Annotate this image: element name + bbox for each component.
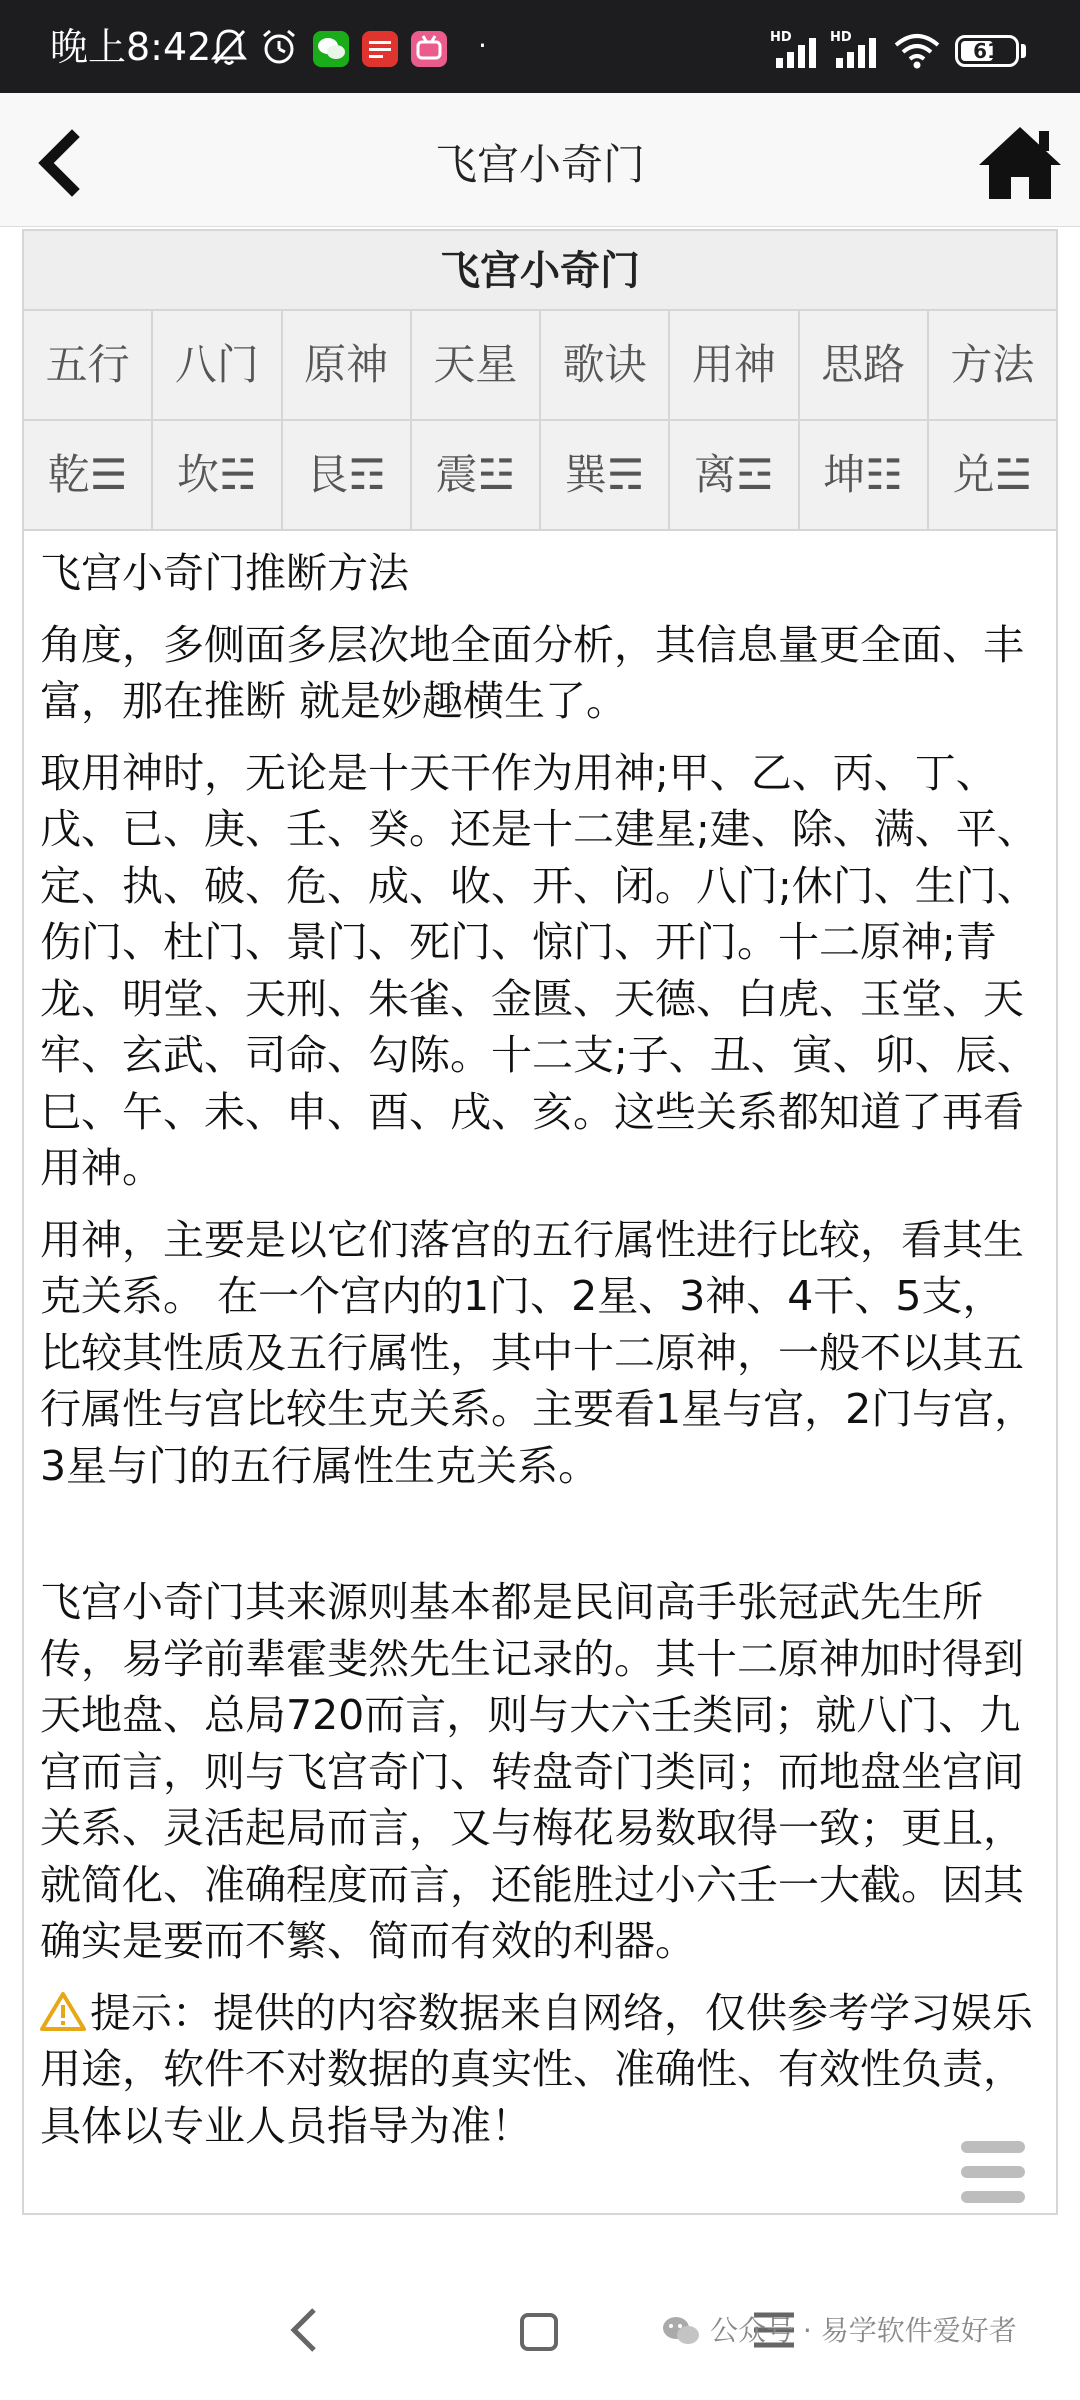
table-title: 飞宫小奇门 <box>24 231 1056 311</box>
tab-yuanshen[interactable]: 原神 <box>283 311 412 419</box>
chevron-left-icon <box>30 123 100 203</box>
wifi-icon <box>893 32 941 70</box>
tab-qian[interactable]: 乾☰ <box>24 421 153 529</box>
article-paragraph: 用神，主要是以它们落宫的五行属性进行比较，看其生克关系。 在一个宫内的1门、2星、3神、4干、5支，比较其性质及五行属性，其中十二原神，一般不以其五行属性与宫比较生克关系。主要看1星与宫，2门与宫，3星与门的五行属性生克关系。 <box>40 1215 1036 1490</box>
content-panel <box>22 229 1058 2215</box>
article-body <box>24 531 1056 2154</box>
tab-silu[interactable]: 思路 <box>800 311 929 419</box>
article-spacer <box>40 1509 1040 1565</box>
tab-kun[interactable]: 坤☷ <box>800 421 929 529</box>
tab-yongshen[interactable]: 用神 <box>670 311 799 419</box>
watermark-text: 公众号 · 易学软件爱好者 <box>710 2314 1017 2347</box>
article-paragraph: 飞宫小奇门其来源则基本都是民间高手张冠武先生所传，易学前辈霍斐然先生记录的。其十二原神加时得到天地盘、总局720而言，则与大六壬类同；就八门、九宫而言，则与飞宫奇门、转盘奇门类同；而地盘坐宫间关系、灵活起局而言，又与梅花易数取得一致；更且，就简化、准确程度而言，还能胜过小六壬一大截。因其确实是要而不繁、简而有效的利器。 <box>40 1578 1024 1965</box>
tab-dui[interactable]: 兑☱ <box>929 421 1056 529</box>
nav-back-button[interactable] <box>280 2300 330 2360</box>
home-button[interactable] <box>975 121 1065 205</box>
battery-icon <box>955 35 1019 67</box>
article-paragraph: 角度，多侧面多层次地全面分析，其信息量更全面、丰富，那在推断 就是妙趣横生了。 <box>40 620 1024 725</box>
tab-bamen[interactable]: 八门 <box>153 311 282 419</box>
hd-label: HD <box>770 30 792 45</box>
bilibili-icon <box>411 31 447 67</box>
alarm-clock-icon <box>259 27 299 67</box>
tab-kan[interactable]: 坎☵ <box>153 421 282 529</box>
tab-li[interactable]: 离☲ <box>670 421 799 529</box>
nav-home-button[interactable] <box>520 2313 558 2351</box>
notice <box>40 1985 1040 2155</box>
tab-zhen[interactable]: 震☳ <box>412 421 541 529</box>
floating-menu-button[interactable] <box>953 2135 1033 2210</box>
article-paragraph: 取用神时，无论是十天干作为用神;甲、乙、丙、丁、戊、已、庚、壬、癸。还是十二建星;建、除、满、平、定、执、破、危、成、收、开、闭。八门;休门、生门、伤门、杜门、景门、死门、惊门、开门。十二原神;青龙、明堂、天刑、朱雀、金匮、天德、白虎、玉堂、天牢、玄武、司命、勾陈。十二支;子、丑、寅、卯、辰、巳、午、未、申、酉、戌、亥。这些关系都知道了再看用神。 <box>40 748 1038 1192</box>
tab-wuxing[interactable]: 五行 <box>24 311 153 419</box>
tab-gejue[interactable]: 歌诀 <box>541 311 670 419</box>
watermark <box>660 2305 1070 2361</box>
warning-icon <box>40 1991 86 2031</box>
back-button[interactable] <box>30 123 100 203</box>
tab-fangfa[interactable]: 方法 <box>929 311 1056 419</box>
menu-bar <box>961 2141 1025 2153</box>
menu-bar <box>961 2191 1025 2203</box>
wechat-official-icon <box>660 2313 702 2349</box>
page-title: 飞宫小奇门 <box>434 140 645 189</box>
cell-signal-icon-2 <box>834 34 882 70</box>
status-overflow-dot: · <box>478 29 487 62</box>
battery-percent: 61 <box>973 39 1001 63</box>
notice-text: 提示：提供的内容数据来自网络，仅供参考学习娱乐用途，软件不对数据的真实性、准确性、有效性负责，具体以专业人员指导为准！ <box>40 1988 1033 2150</box>
tab-tianxing[interactable]: 天星 <box>412 311 541 419</box>
status-time: 晚上8:42 <box>50 25 212 69</box>
menu-bar <box>961 2166 1025 2178</box>
news-app-icon <box>362 31 398 67</box>
app-header <box>0 93 1080 227</box>
tab-row-trigrams <box>24 421 1056 531</box>
hd-label-2: HD <box>830 30 852 45</box>
home-icon <box>975 121 1065 205</box>
status-bar <box>0 0 1080 93</box>
cell-signal-icon <box>774 34 822 70</box>
article-heading: 飞宫小奇门推断方法 <box>40 549 409 597</box>
tab-gen[interactable]: 艮☶ <box>283 421 412 529</box>
tab-xun[interactable]: 巽☴ <box>541 421 670 529</box>
bell-muted-icon <box>210 27 248 67</box>
battery-tip <box>1021 44 1026 58</box>
tab-row-topics <box>24 311 1056 421</box>
nav-back-icon <box>280 2300 330 2360</box>
wechat-icon <box>313 31 349 67</box>
